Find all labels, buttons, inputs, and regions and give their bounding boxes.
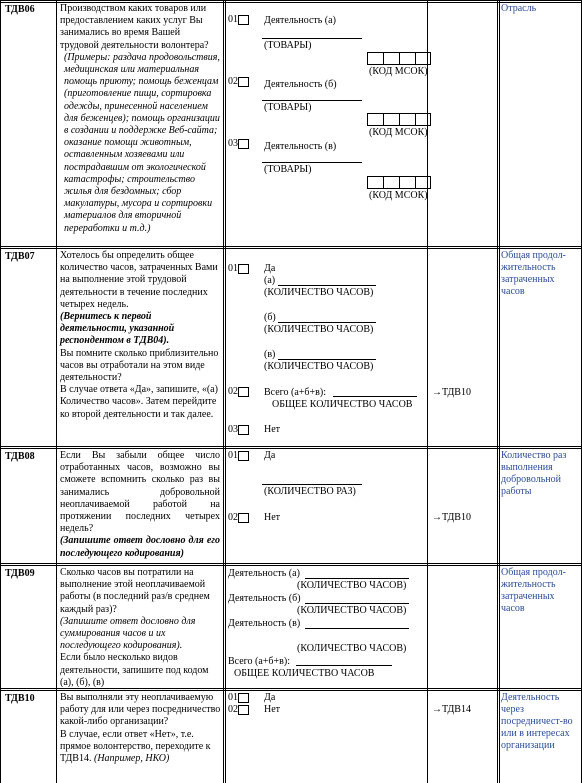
option-checkbox[interactable] [238,705,249,715]
sub-label: (б) [264,312,276,323]
question-main: Если Вы забыли общее число отработанных часов, возможно вы сможете вспомнить сколько раз вы занимались добровольной неоплачиваемой работой на протяжении последних четырех недель? [60,450,220,535]
msok-label: (КОД МСОК) [369,190,428,201]
option-checkbox[interactable] [238,15,249,25]
msok-code-boxes[interactable] [367,176,431,189]
question-main: Вы выполняли эту неоплачиваемую работу для или через посредничество какой-либо организации? [60,692,221,728]
col-divider [497,0,500,783]
option-checkbox[interactable] [238,513,249,523]
question-text [60,3,220,235]
units-label: (КОЛИЧЕСТВО ЧАСОВ) [264,287,374,298]
activity-label: Деятельность (а) [228,568,300,579]
col-divider [56,0,57,783]
option-checkbox[interactable] [238,77,249,87]
answer-line[interactable] [262,38,362,39]
right-category: Деятельность через посредничест-во или в интересах организации [501,692,573,751]
question-main: Производством каких товаров или предоставлением каких услуг Вы занимались во время Вашей трудовой деятельности волонтера? [60,3,209,51]
answer-line[interactable] [262,484,362,485]
option-checkbox[interactable] [238,264,249,274]
category-label: (ТОВАРЫ) [264,102,312,113]
col-divider [0,0,1,783]
question-examples: (Примеры: раздача продовольствия, медицинская или материальная помощь приюту; помощь беженцам (приготовление пищи, сортировка одежды, принесенной населением для беженцев); помощь организации в создании и поддержке Веб-сайта; оказание помощи животным, оставленным хозяевами или пострадавшим от экологической катастрофы; строительство жилья для бездомных; сбор макулатуры, мусора и сортировки материалов для вторичной переработки и т.д.) [64,51,220,234]
question-code: ТДВ06 [5,4,35,15]
category-label: (ТОВАРЫ) [264,164,312,175]
skip-instruction: →ТДВ10 [432,387,471,398]
option-label: Нет [264,512,281,523]
question-text [60,250,220,421]
units-label: (КОЛИЧЕСТВО ЧАСОВ) [297,580,407,591]
question-sub: Вы помните сколько приблизительно часов вы отработали на этом виде деятельности? [60,347,219,384]
total-label: Всего (а+б+в): [228,656,290,667]
option-label: Деятельность (а) [264,15,336,26]
row-divider [0,246,582,249]
skip-instruction: →ТДВ14 [432,704,471,715]
option-number: 02 [228,704,238,715]
units-label: (КОЛИЧЕСТВО ЧАСОВ) [297,643,407,654]
row-divider [0,446,582,449]
right-category: Общая продол-жительность затраченных часов [501,567,566,614]
answer-line[interactable] [262,162,362,163]
units-label: (КОЛИЧЕСТВО ЧАСОВ) [264,361,374,372]
option-number: 01 [228,450,238,461]
option-label: Нет [264,704,281,715]
question-example: (Например, НКО) [93,753,170,765]
option-checkbox[interactable] [238,693,249,703]
question-note [60,729,222,766]
col-divider [223,0,226,783]
option-label: Да [264,263,276,274]
right-category: Количество раз выполнения добровольной работы [501,450,567,497]
question-instruction: (Вернитесь к первой деятельности, указанной респондентом в ТДВ04). [60,311,175,347]
msok-label: (КОД МСОК) [369,66,428,77]
units-label: ОБЩЕЕ КОЛИЧЕСТВО ЧАСОВ [234,668,375,679]
skip-instruction: →ТДВ10 [432,512,471,523]
answer-line[interactable] [333,396,417,397]
answer-line[interactable] [305,603,409,604]
option-checkbox[interactable] [238,139,249,149]
answer-line[interactable] [278,359,376,360]
question-instruction: (Запишите ответ дословно для его последующего кодирования) [60,535,220,559]
question-text [60,567,220,689]
total-label: Всего (а+б+в): [264,387,326,398]
right-category: Общая продол-жительность затраченных часов [501,250,566,297]
option-number: 02 [228,386,238,397]
option-number: 02 [228,512,238,523]
option-label: Да [264,450,276,461]
units-label: (КОЛИЧЕСТВО ЧАСОВ) [297,605,407,616]
answer-line[interactable] [305,578,409,579]
sub-label: (в) [264,349,276,360]
option-label: Да [264,692,276,703]
question-code: ТДВ09 [5,568,35,579]
option-number: 03 [228,424,238,435]
question-code: ТДВ08 [5,451,35,462]
question-main: Хотелось бы определить общее количество часов, затраченных Вами на выполнение этой трудовой деятельности в течение последних четырех недель. [60,250,218,310]
question-text [60,692,222,765]
option-number: 01 [228,14,238,25]
question-code: ТДВ10 [5,693,35,704]
answer-line[interactable] [305,628,409,629]
question-instruction: (Запишите ответ дословно для суммирования часов и их последующего кодирования). [60,615,196,652]
option-number: 02 [228,76,238,87]
option-checkbox[interactable] [238,425,249,435]
msok-label: (КОД МСОК) [369,127,428,138]
option-label: Деятельность (б) [264,79,337,90]
answer-line[interactable] [296,665,392,666]
question-code: ТДВ07 [5,251,35,262]
question-text [60,450,220,560]
option-checkbox[interactable] [238,451,249,461]
activity-label: Деятельность (б) [228,593,301,604]
right-category: Отрасль [501,3,537,14]
option-checkbox[interactable] [238,387,249,397]
option-number: 01 [228,692,238,703]
msok-code-boxes[interactable] [367,113,431,126]
sub-label: (а) [264,275,276,286]
units-label: (КОЛИЧЕСТВО РАЗ) [264,486,356,497]
answer-line[interactable] [262,100,362,101]
option-label: Нет [264,424,281,435]
option-number: 01 [228,263,238,274]
units-label: (КОЛИЧЕСТВО ЧАСОВ) [264,324,374,335]
msok-code-boxes[interactable] [367,52,431,65]
units-label: ОБЩЕЕ КОЛИЧЕСТВО ЧАСОВ [272,399,413,410]
activity-label: Деятельность (в) [228,618,301,629]
option-number: 03 [228,138,238,149]
question-note: В случае ответа «Да», запишите, «(а) Количество часов». Затем перейдите ко второй деятельности и так далее. [60,384,218,420]
question-note: Если было несколько видов деятельности, запишите под кодом (а), (б), (в) [60,652,209,688]
question-main: Сколько часов вы потратили на выполнение этой неоплачиваемой работы (в последний раз/в среднем каждый раз)? [60,567,210,615]
answer-line[interactable] [278,285,376,286]
question-skip-note: В случае, если ответ «Нет», т.е. прямое волонтерство, переходите к ТДВ14. [60,728,211,765]
row-divider [0,563,582,566]
answer-line[interactable] [278,322,376,323]
category-label: (ТОВАРЫ) [264,40,312,51]
option-label: Деятельность (в) [264,141,337,152]
